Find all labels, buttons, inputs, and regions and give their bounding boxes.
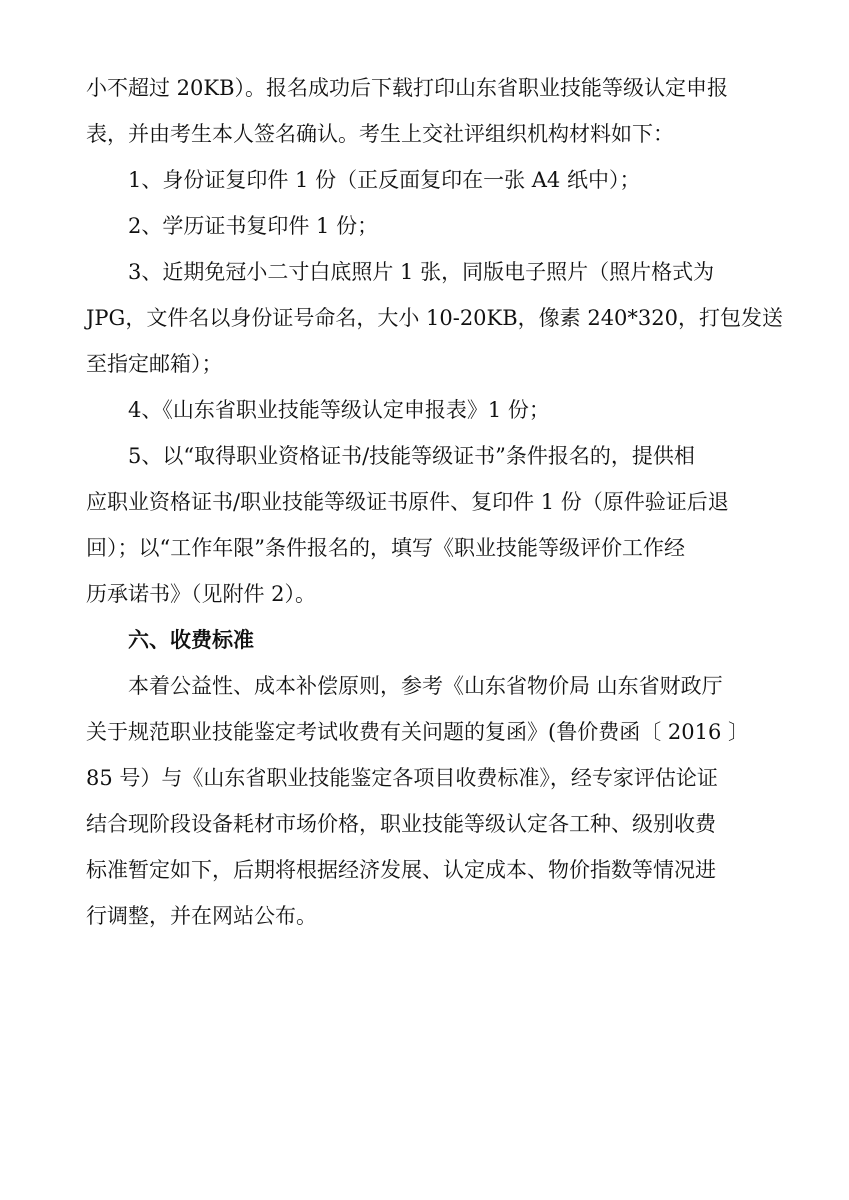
paragraph-line: 小不超过 20KB）。报名成功后下载打印山东省职业技能等级认定申报	[86, 76, 729, 100]
paragraph-line: 表，并由考生本人签名确认。考生上交社评组织机构材料如下：	[86, 122, 674, 146]
paragraph-line: 关于规范职业技能鉴定考试收费有关问题的复函》(鲁价费函〔 2016 〕	[86, 720, 749, 744]
list-item-diploma-copy: 2、学历证书复印件 1 份；	[128, 214, 379, 238]
list-item-application-form: 4、《山东省职业技能等级认定申报表》1 份；	[128, 398, 550, 422]
paragraph-line: 85 号）与《山东省职业技能鉴定各项目收费标准》，经专家评估论证	[86, 766, 718, 790]
list-item-photo: 3、近期免冠小二寸白底照片 1 张，同版电子照片（照片格式为	[128, 260, 715, 284]
paragraph-line: 标准暂定如下，后期将根据经济发展、认定成本、物价指数等情况进	[86, 858, 716, 882]
paragraph-line: 回）；以“工作年限”条件报名的，填写《职业技能等级评价工作经	[86, 536, 685, 560]
paragraph-line: 本着公益性、成本补偿原则，参考《山东省物价局 山东省财政厅	[128, 674, 723, 698]
paragraph-line: JPG，文件名以身份证号命名，大小 10-20KB，像素 240*320，打包发送	[86, 306, 783, 330]
paragraph-line: 行调整，并在网站公布。	[86, 904, 317, 928]
paragraph-line: 应职业资格证书/职业技能等级证书原件、复印件 1 份（原件验证后退	[86, 490, 729, 514]
paragraph-line: 结合现阶段设备耗材市场价格，职业技能等级认定各工种、级别收费	[86, 812, 716, 836]
paragraph-line: 历承诺书》（见附件 2）。	[86, 582, 317, 606]
list-item-id-copy: 1、身份证复印件 1 份（正反面复印在一张 A4 纸中）；	[128, 168, 641, 192]
list-item-certificates: 5、以“取得职业资格证书/技能等级证书”条件报名的，提供相	[128, 444, 695, 468]
paragraph-line: 至指定邮箱）；	[86, 352, 223, 376]
section-heading: 六、收费标准	[128, 628, 254, 652]
